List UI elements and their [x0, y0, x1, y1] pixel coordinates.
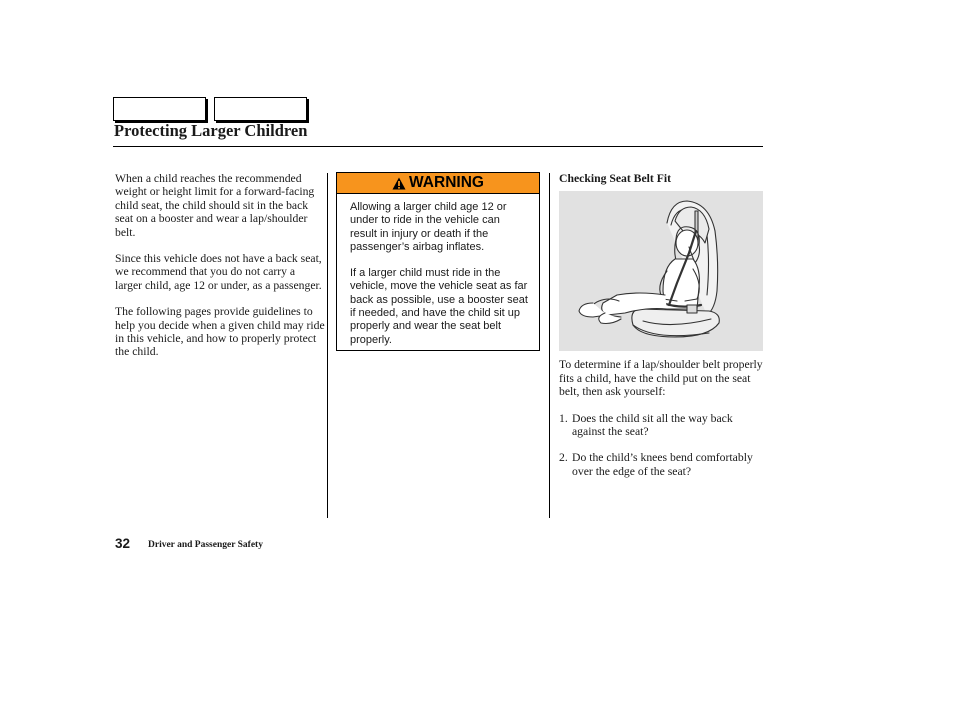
column-divider: [327, 173, 328, 518]
page-number: 32: [115, 536, 131, 551]
warning-paragraph: If a larger child must ride in the vehicle, move the vehicle seat as far back as possible, use a booster seat if needed, and have the child sit up properly and wear the seat belt properly.: [350, 267, 528, 346]
title-rule: [113, 146, 763, 147]
page-title: Protecting Larger Children: [114, 121, 308, 140]
list-item-text: Does the child sit all the way back against the seat?: [572, 411, 733, 439]
warning-header: [337, 173, 539, 194]
section-heading: Checking Seat Belt Fit: [559, 172, 671, 185]
warning-body: [337, 194, 539, 347]
intro-paragraph: Since this vehicle does not have a back seat, we recommend that you do not carry a larger child, age 12 or under, as a passenger.: [115, 252, 322, 292]
list-item: [559, 451, 763, 478]
nav-tab-next[interactable]: [214, 97, 307, 121]
intro-column: [115, 172, 325, 372]
nav-tab-previous[interactable]: [113, 97, 206, 121]
intro-paragraph: The following pages provide guidelines to help you decide when a given child may ride in this vehicle, and how to properly protect the child.: [115, 305, 325, 359]
seat-belt-column: [559, 172, 763, 491]
intro-paragraph: When a child reaches the recommended weight or height limit for a forward-facing child seat, the child should sit in the back seat on a booster and wear a lap/shoulder belt.: [115, 172, 315, 239]
warning-triangle-icon: [392, 177, 406, 190]
warning-paragraph: Allowing a larger child age 12 or under to ride in the vehicle can result in injury or death if the passenger’s airbag inflates.: [350, 201, 507, 253]
section-name: Driver and Passenger Safety: [148, 540, 263, 550]
child-in-seat-illustration: [559, 191, 763, 351]
list-item: [559, 412, 763, 439]
column-divider: [549, 173, 550, 518]
list-item-number: 1.: [559, 411, 568, 425]
warning-box: [336, 172, 540, 351]
warning-label: WARNING: [409, 174, 484, 191]
list-item-text: Do the child’s knees bend comfortably over the edge of the seat?: [572, 451, 753, 478]
list-item-number: 2.: [559, 451, 568, 465]
seat-belt-intro: To determine if a lap/shoulder belt properly fits a child, have the child put on the seat belt, then ask yourself:: [559, 358, 763, 399]
